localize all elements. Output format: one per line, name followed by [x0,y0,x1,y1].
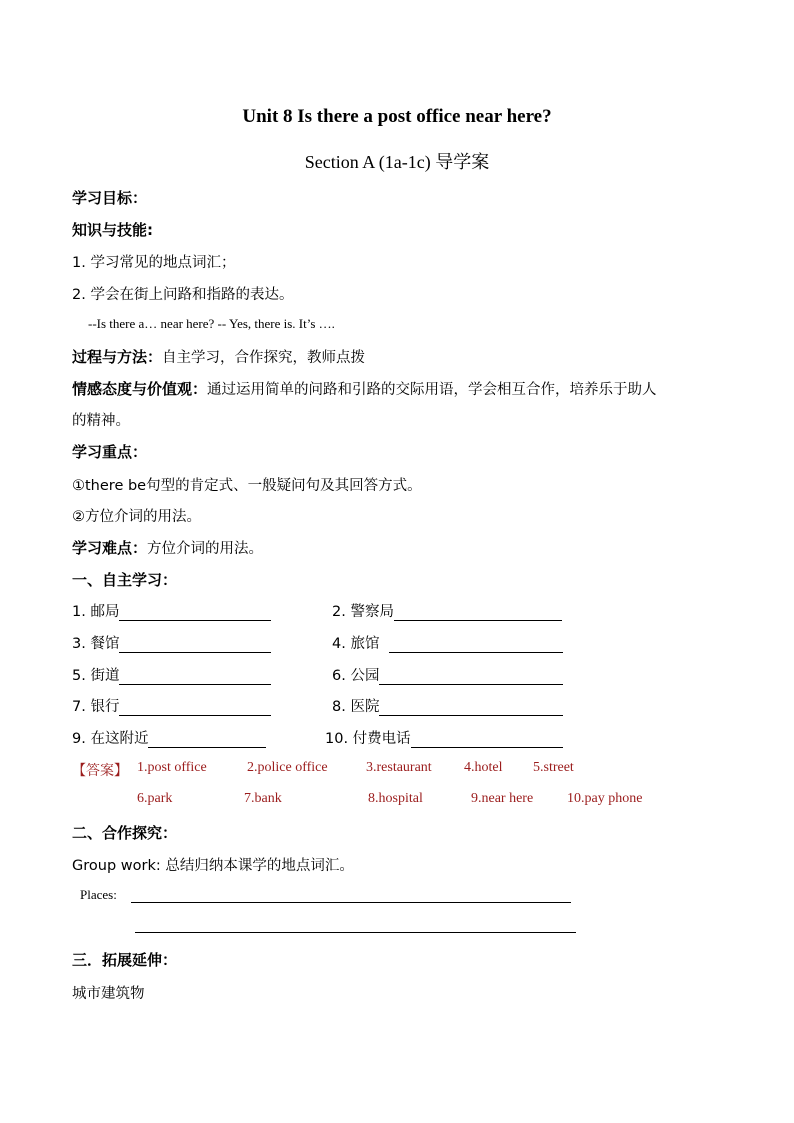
answer-8: 8.hospital [368,791,423,806]
vocab-text: 在这附近 [90,731,149,747]
answer-blank[interactable] [119,637,271,653]
answer-10: 10.pay phone [567,791,643,806]
vocab-text: 餐馆 [90,636,120,652]
vocab-num: 1. [72,604,86,620]
section2-heading: 二、合作探究： [72,824,178,842]
answer-blank[interactable] [119,669,271,685]
process-label: 过程与方法： [72,348,163,366]
answer-blank[interactable] [379,700,563,716]
vocab-num: 2. [332,604,346,620]
answer-blank[interactable] [389,637,563,653]
vocab-num: 6. [332,668,346,684]
vocab-text: 旅馆 [350,636,380,652]
vocab-text: 警察局 [350,604,394,620]
places-answer-line-2[interactable] [135,932,576,933]
page-title: Unit 8 Is there a post office near here? [242,106,552,127]
answer-tag: 【答案】 [72,763,128,779]
vocab-item-1 [72,600,271,621]
answer-blank[interactable] [119,605,271,621]
answer-2: 2.police office [247,760,328,775]
knowledge-heading: 知识与技能: [72,221,153,239]
section3-text: 城市建筑物 [72,986,145,1002]
vocab-item-3 [72,632,271,653]
answer-blank[interactable] [411,732,563,748]
answer-blank[interactable] [379,669,563,685]
answer-7: 7.bank [244,791,282,806]
page-subtitle: Section A (1a-1c) 导学案 [304,152,490,172]
vocab-num: 4. [332,636,346,652]
vocab-num: 5. [72,668,86,684]
answer-9: 9.near here [471,791,534,806]
objective-item-1: 1. 学习常见的地点词汇； [72,255,236,271]
places-answer-line-1[interactable] [131,902,571,903]
group-work-text: Group work: 总结归纳本课学的地点词汇。 [72,858,354,874]
answer-blank[interactable] [119,700,271,716]
emotion-text-line2: 的精神。 [72,413,130,429]
vocab-num: 9. [72,731,86,747]
section3-heading: 三．拓展延伸： [72,951,178,969]
vocab-text: 医院 [350,699,380,715]
process-text: 自主学习，合作探究，教师点拨 [162,350,366,366]
vocab-text: 银行 [90,699,120,715]
vocab-text: 邮局 [90,604,120,620]
emotion-text-line1: 通过运用简单的问路和引路的交际用语，学会相互合作，培养乐于助人 [207,382,657,398]
difficulty [72,537,263,558]
answer-3: 3.restaurant [366,760,432,775]
places-label: Places: [80,887,117,902]
answer-1: 1.post office [137,760,207,775]
emotion-values [72,378,657,399]
key-points-heading: 学习重点： [72,443,148,461]
vocab-text: 公园 [350,668,380,684]
dialogue-example: --Is there a… near here? -- Yes, there is. It’s …. [88,316,335,331]
vocab-item-2 [332,600,562,621]
vocab-item-8 [332,695,563,716]
vocab-item-6 [332,664,563,685]
section1-heading: 一、自主学习： [72,571,178,589]
vocab-num: 7. [72,699,86,715]
answer-6: 6.park [137,791,173,806]
answer-blank[interactable] [148,732,266,748]
vocab-num: 8. [332,699,346,715]
difficulty-label: 学习难点： [72,539,148,557]
answer-blank[interactable] [394,605,562,621]
vocab-text: 街道 [90,668,120,684]
vocab-num: 10. [325,731,349,747]
process-method [72,346,365,367]
vocab-item-5 [72,664,271,685]
objective-item-2: 2. 学会在街上问路和指路的表达。 [72,287,294,303]
key-point-1: ①there be句型的肯定式、一般疑问句及其回答方式。 [72,478,422,494]
vocab-num: 3. [72,636,86,652]
key-point-2: ②方位介词的用法。 [72,509,201,525]
emotion-label: 情感态度与价值观： [72,380,208,398]
vocab-item-9 [72,727,266,748]
difficulty-text: 方位介词的用法。 [147,541,264,557]
answer-4: 4.hotel [464,760,503,775]
vocab-text: 付费电话 [352,731,411,747]
vocab-item-7 [72,695,271,716]
objectives-heading: 学习目标： [72,189,148,207]
vocab-item-10 [325,727,563,748]
vocab-item-4 [332,632,563,653]
answer-5: 5.street [533,760,574,775]
